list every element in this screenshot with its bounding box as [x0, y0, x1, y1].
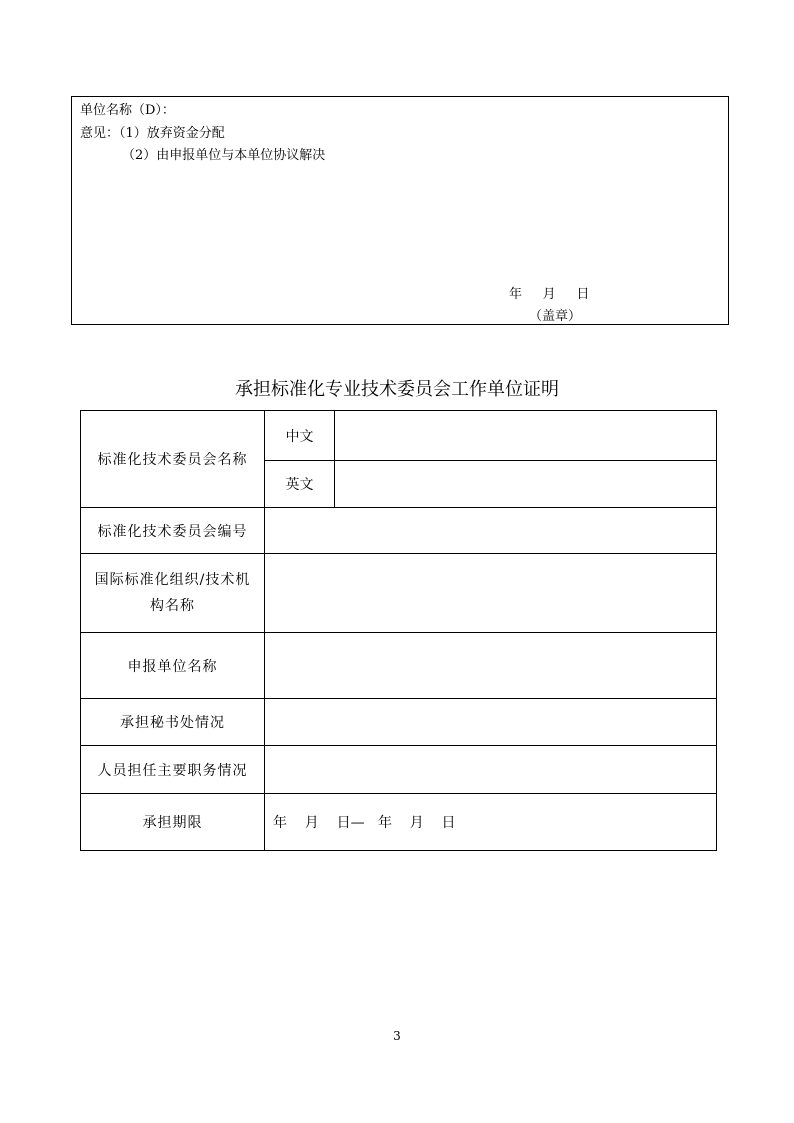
- term-label: 承担期限: [81, 794, 265, 851]
- page-number: 3: [393, 1029, 401, 1043]
- certificate-table: [80, 410, 717, 851]
- committee-name-label: 标准化技术委员会名称: [81, 411, 265, 508]
- table-row: [81, 746, 717, 794]
- personnel-field[interactable]: [265, 746, 717, 794]
- term-field[interactable]: 年 月 日— 年 月 日: [265, 794, 717, 851]
- applicant-label: 申报单位名称: [81, 633, 265, 699]
- intl-org-label: 国际标准化组织/技术机构名称: [81, 554, 265, 633]
- table-row: [81, 794, 717, 851]
- committee-number-field[interactable]: [265, 508, 717, 554]
- secretariat-label: 承担秘书处情况: [81, 699, 265, 746]
- opinion-box: [71, 96, 729, 325]
- chinese-label: 中文: [265, 411, 335, 461]
- opinion-line-2: （2）由申报单位与本单位协议解决: [122, 148, 326, 163]
- unit-name-label: 单位名称（D）：: [80, 103, 175, 118]
- secretariat-field[interactable]: [265, 699, 717, 746]
- table-row: [81, 699, 717, 746]
- certificate-title: 承担标准化专业技术委员会工作单位证明: [235, 379, 559, 400]
- chinese-name-field[interactable]: [335, 411, 717, 461]
- english-name-field[interactable]: [335, 461, 717, 508]
- english-label: 英文: [265, 461, 335, 508]
- opinion-line-1: 意见：（1）放弃资金分配: [80, 126, 225, 141]
- opinion-date: 年 月 日: [509, 287, 590, 302]
- personnel-label: 人员担任主要职务情况: [81, 746, 265, 794]
- table-row: [81, 508, 717, 554]
- committee-number-label: 标准化技术委员会编号: [81, 508, 265, 554]
- table-row: [81, 554, 717, 633]
- seal-label: （盖章）: [529, 309, 582, 324]
- table-row: [81, 411, 717, 461]
- table-row: [81, 633, 717, 699]
- intl-org-field[interactable]: [265, 554, 717, 633]
- applicant-field[interactable]: [265, 633, 717, 699]
